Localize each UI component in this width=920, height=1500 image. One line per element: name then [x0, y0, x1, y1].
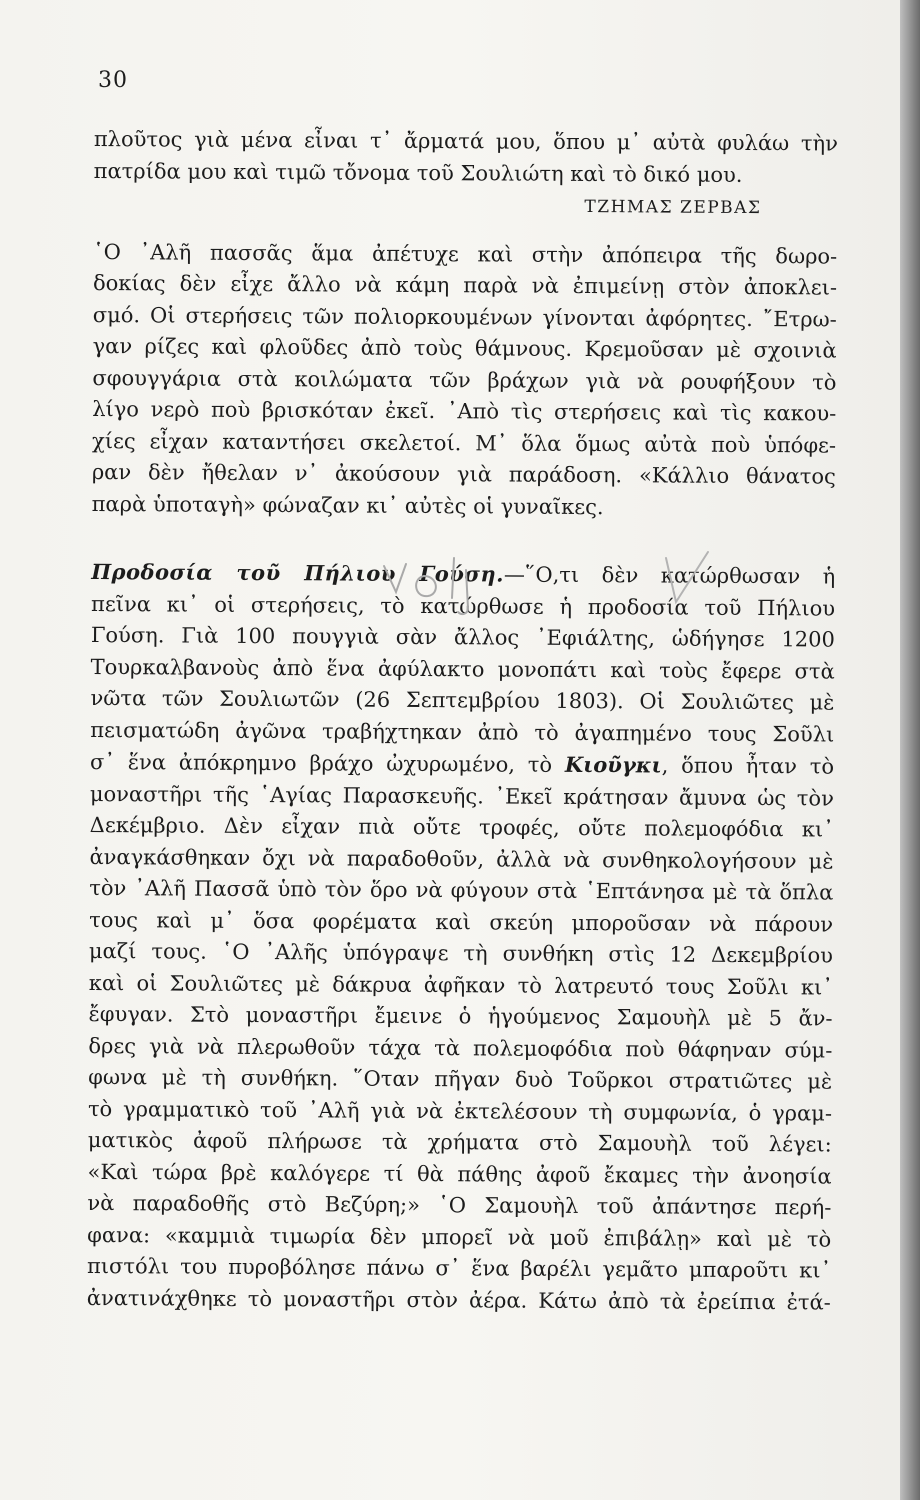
- text-segment: —῞Ο,τι δὲν κατώρθωσαν ἡ: [503, 562, 836, 589]
- pencil-check-icon: [662, 548, 712, 608]
- text-line: χίες εἶχαν καταντήσει σκελετοί. Μ᾽ ὅλα ὅμως αὐτὰ ποὺ ὑπόφε-: [91, 428, 837, 458]
- text-line: Τουρκαλβανοὺς ἀπὸ ἕνα ἀφύλακτο μονοπάτι καὶ τοὺς ἔφερε στὰ: [90, 654, 835, 684]
- text-line: καὶ οἱ Σουλιῶτες μὲ δάκρυα ἀφῆκαν τὸ λατρευτό τους Σοῦλι κι᾽: [88, 970, 833, 1000]
- text-line: ραν δὲν ἤθελαν ν᾽ ἀκούσουν γιὰ παράδοση. «Κάλλιο θάνατος: [91, 459, 836, 489]
- text-line: τὸ γραμματικὸ τοῦ ᾽Αλῆ γιὰ νὰ ἐκτελέσουν τὴ συμφωνία, ὁ γραμ-: [87, 1096, 833, 1126]
- quote-author: ΤΖΗΜΑΣ ΖΕΡΒΑΣ: [584, 196, 762, 219]
- text-line: πατρίδα μου καὶ τιμῶ τὄνομα τοῦ Σουλιώτη καὶ τὸ δικό μου.: [93, 158, 743, 187]
- text-line: λίγο νερὸ ποὺ βρισκόταν ἐκεῖ. ᾽Απὸ τὶς στερήσεις καὶ τὶς κακου-: [92, 396, 837, 426]
- text-line: τὸν ᾽Αλῆ Πασσᾶ ὑπὸ τὸν ὅρο νὰ φύγουν στὰ ῾Επτάνησα μὲ τὰ ὅπλα: [89, 875, 834, 905]
- text-line: ῾Ο ᾽Αλῆ πασσᾶς ἅμα ἀπέτυχε καὶ στὴν ἀπόπειρα τῆς δωρο-: [93, 239, 838, 269]
- text-line: φωνα μὲ τὴ συνθήκη. ῞Οταν πῆγαν δυὸ Τοῦρκοι στρατιῶτες μὲ: [88, 1064, 833, 1094]
- text-line: γαν ρίζες καὶ φλοῦδες ἀπὸ τοὺς θάμνους. Κρεμοῦσαν μὲ σχοινιὰ: [92, 333, 837, 363]
- text-line: [90, 746, 834, 783]
- text-line: σφουγγάρια στὰ κοιλώματα τῶν βράχων γιὰ νὰ ρουφήξουν τὸ: [92, 365, 837, 395]
- text-line: ματικὸς ἀφοῦ πλήρωσε τὰ χρήματα στὸ Σαμουὴλ τοῦ λέγει:: [87, 1127, 832, 1157]
- text-segment: , ὅπου ἦταν τὸ: [661, 753, 835, 779]
- text-line: παρὰ ὑποταγὴ» φώναζαν κι᾽ αὐτὲς οἱ γυναῖκες.: [91, 491, 604, 519]
- paragraph-betrayal: [87, 556, 836, 1319]
- text-line: πεῖνα κι᾽ οἱ στερήσεις, τὸ κατώρθωσε ἡ προδοσία τοῦ Πήλιου: [90, 591, 836, 621]
- text-line: νῶτα τῶν Σουλιωτῶν (26 Σεπτεμβρίου 1803). Οἱ Σουλιῶτες μὲ: [90, 685, 835, 715]
- place-name-kiougki: Κιοῦγκι: [564, 751, 662, 778]
- text-line: ἀνατινάχθηκε τὸ μοναστῆρι στὸν ἀέρα. Κάτω ἀπὸ τὰ ἐρείπια ἐτά-: [86, 1285, 831, 1315]
- page-number: 30: [98, 68, 128, 93]
- book-spine: [900, 0, 920, 1500]
- text-line: «Καὶ τώρα βρὲ καλόγερε τί θὰ πάθης ἀφοῦ ἔκαμες τὴν ἀνοησία: [87, 1159, 832, 1189]
- text-segment: σ᾽ ἕνα ἀπόκρημνο βράχο ὠχυρωμένο, τὸ: [90, 749, 553, 777]
- text-line: τους καὶ μ᾽ ὅσα φορέματα καὶ σκεύη μποροῦσαν νὰ πάρουν: [89, 907, 834, 937]
- text-line: Γούση. Γιὰ 100 πουγγιὰ σὰν ἄλλος ᾽Εφιάλτης, ὡδήγησε 1200: [90, 622, 835, 652]
- text-line: νὰ παραδοθῆς στὸ Βεζύρη;» ῾Ο Σαμουὴλ τοῦ ἀπάντησε περή-: [87, 1190, 832, 1220]
- text-line: ἔφυγαν. Στὸ μοναστῆρι ἔμεινε ὁ ἡγούμενος Σαμουὴλ μὲ 5 ἄν-: [88, 1001, 833, 1031]
- text-line: δοκίας δὲν εἶχε ἄλλο νὰ κάμη παρὰ νὰ ἐπιμείνῃ στὸν ἀποκλει-: [92, 270, 838, 300]
- text-line: πλοῦτος γιὰ μένα εἶναι τ᾽ ἄρματά μου, ὅπου μ᾽ αὐτὰ φυλάω τὴν: [93, 126, 838, 156]
- pencil-scribble-icon: [378, 548, 518, 620]
- text-line: πιστόλι του πυροβόλησε πάνω σ᾽ ἕνα βαρέλι γεμᾶτο μπαροῦτι κι᾽: [86, 1253, 832, 1283]
- text-line: ἀναγκάσθηκαν ὄχι νὰ παραδοθοῦν, ἀλλὰ νὰ συνθηκολογήσουν μὲ: [89, 844, 834, 874]
- text-line: φανα: «καμμιὰ τιμωρία δὲν μπορεῖ νὰ μοῦ ἐπιβάλῃ» καὶ μὲ τὸ: [87, 1222, 832, 1252]
- text-body: [87, 124, 838, 1319]
- paragraph-siege: [92, 236, 838, 524]
- text-line: μοναστῆρι τῆς ῾Αγίας Παρασκευῆς. ᾽Εκεῖ κράτησαν ἄμυνα ὡς τὸν: [89, 781, 834, 811]
- text-line: μαζί τους. ῾Ο ᾽Αλῆς ὑπόγραψε τὴ συνθήκη στὶς 12 Δεκεμβρίου: [88, 938, 834, 968]
- text-line: σμό. Οἱ στερήσεις τῶν πολιορκουμένων γίνονται ἀφόρητες. ῎Ετρω-: [92, 302, 837, 332]
- text-line: πεισματώδη ἀγῶνα τραβήχτηκαν ἀπὸ τὸ ἀγαπημένο τους Σοῦλι: [90, 717, 835, 747]
- section-heading: Προδοσία τοῦ Πήλιου Γούση.: [91, 558, 505, 587]
- text-line: δρες γιὰ νὰ πλερωθοῦν τάχα τὰ πολεμοφόδια ποὺ θάφηναν σύμ-: [88, 1033, 833, 1063]
- text-line: Δεκέμβριο. Δὲν εἶχαν πιὰ οὔτε τροφές, οὔτε πολεμοφόδια κι᾽: [89, 812, 834, 842]
